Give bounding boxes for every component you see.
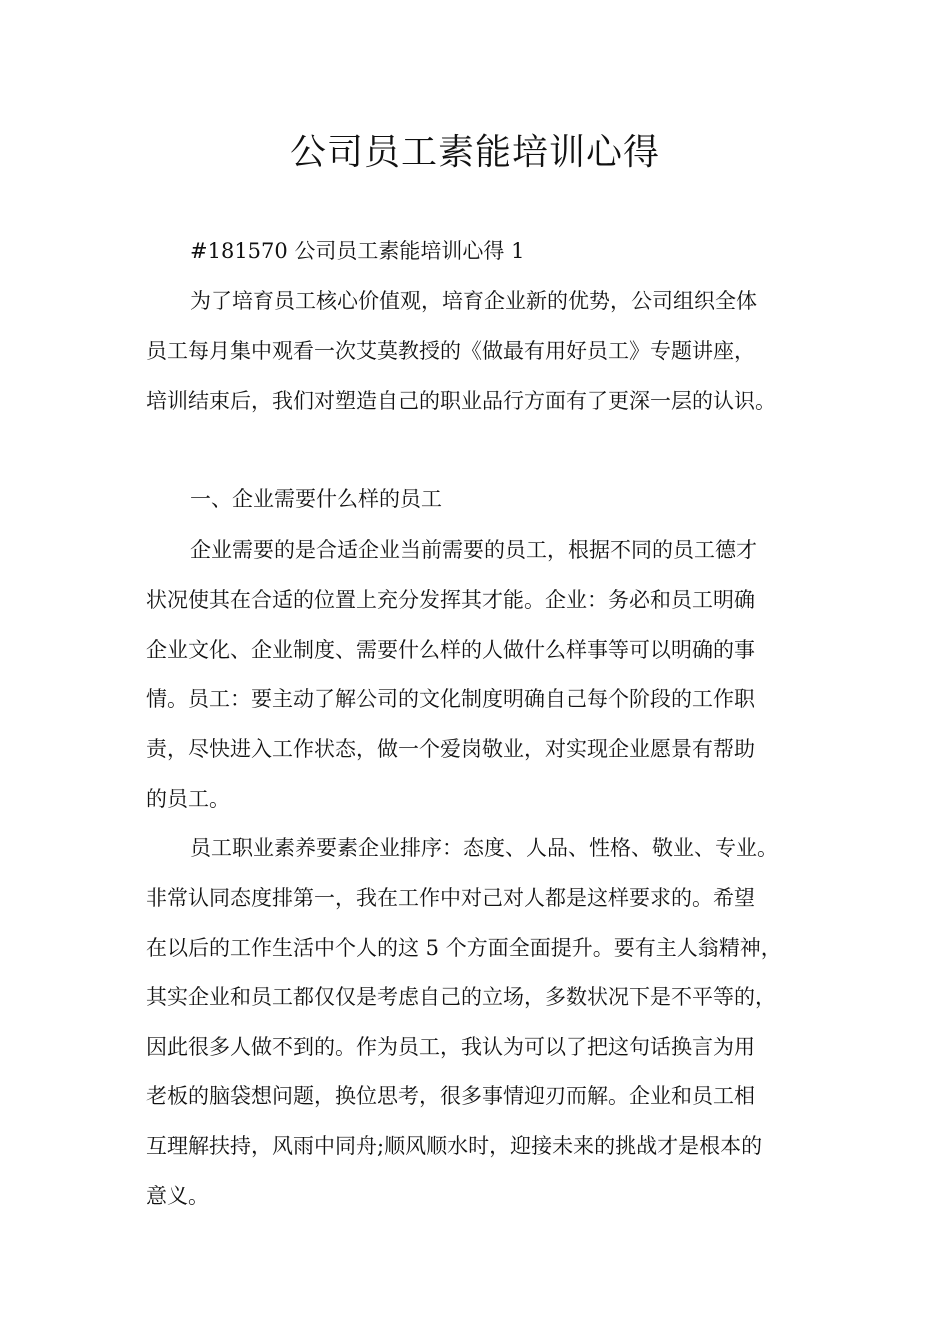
intro-line: 培训结束后，我们对塑造自己的职业品行方面有了更深一层的认识。 [146, 389, 776, 413]
paragraph-line: 企业需要的是合适企业当前需要的员工，根据不同的员工德才 [190, 538, 757, 562]
intro-line: 为了培育员工核心价值观，培育企业新的优势，公司组织全体 [190, 289, 757, 313]
document-title: 公司员工素能培训心得 [289, 132, 660, 173]
paragraph-line: 责，尽快进入工作状态，做一个爱岗敬业，对实现企业愿景有帮助 [146, 737, 755, 761]
paragraph-line: 老板的脑袋想问题，换位思考，很多事情迎刃而解。企业和员工相 [146, 1084, 755, 1108]
paragraph-line: 互理解扶持，风雨中同舟;顺风顺水时，迎接未来的挑战才是根本的 [146, 1134, 763, 1158]
section-heading: 一、企业需要什么样的员工 [190, 487, 442, 511]
document-subtitle: #181570 公司员工素能培训心得 1 [190, 239, 525, 263]
paragraph-line: 企业文化、企业制度、需要什么样的人做什么样事等可以明确的事 [146, 638, 755, 662]
paragraph-line: 情。员工：要主动了解公司的文化制度明确自己每个阶段的工作职 [146, 687, 755, 711]
paragraph-line: 意义。 [146, 1184, 209, 1208]
paragraph-line: 状况使其在合适的位置上充分发挥其才能。企业：务必和员工明确 [146, 588, 755, 612]
paragraph-line: 因此很多人做不到的。作为员工，我认为可以了把这句话换言为用 [146, 1035, 755, 1059]
paragraph-line: 员工职业素养要素企业排序：态度、人品、性格、敬业、专业。 [190, 836, 778, 860]
paragraph-line: 非常认同态度排第一，我在工作中对己对人都是这样要求的。希望 [146, 886, 755, 910]
paragraph-line: 其实企业和员工都仅仅是考虑自己的立场，多数状况下是不平等的， [146, 985, 776, 1009]
paragraph-line: 在以后的工作生活中个人的这 5 个方面全面提升。要有主人翁精神， [146, 936, 782, 960]
paragraph-line: 的员工。 [146, 787, 230, 811]
intro-line: 员工每月集中观看一次艾莫教授的《做最有用好员工》专题讲座， [146, 339, 755, 363]
